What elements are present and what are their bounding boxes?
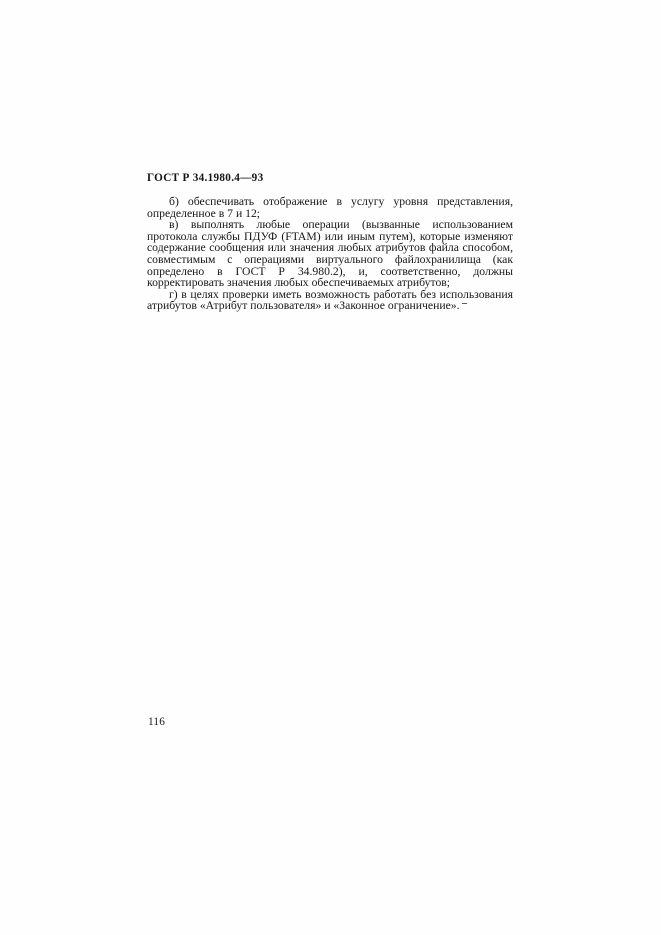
running-header-standard-number: ГОСТ Р 34.1980.4—93: [147, 172, 264, 184]
page-number: 116: [148, 716, 166, 728]
clause-paragraph-b: б) обеспечивать отображение в услугу уровня представления, определенное в 7 и 12;: [147, 195, 513, 220]
body-text-column: [147, 196, 513, 312]
clause-paragraph-g: г) в целях проверки иметь возможность работать без использования атрибутов «Атрибут пользователя» и «Законное ограничение».: [147, 287, 513, 313]
clause-paragraph-v: в) выполнять любые операции (вызванные использованием протокола службы ПДУФ (FTAM) или иным путем), которые изменяют содержание сообщения или значения любых атрибутов файла способом, совместимым с операциями виртуального файлохранилища (как определено в ГОСТ Р 34.980.2), и, соответственно, должны корректировать значения любых обеспечиваемых атрибутов;: [147, 218, 513, 290]
